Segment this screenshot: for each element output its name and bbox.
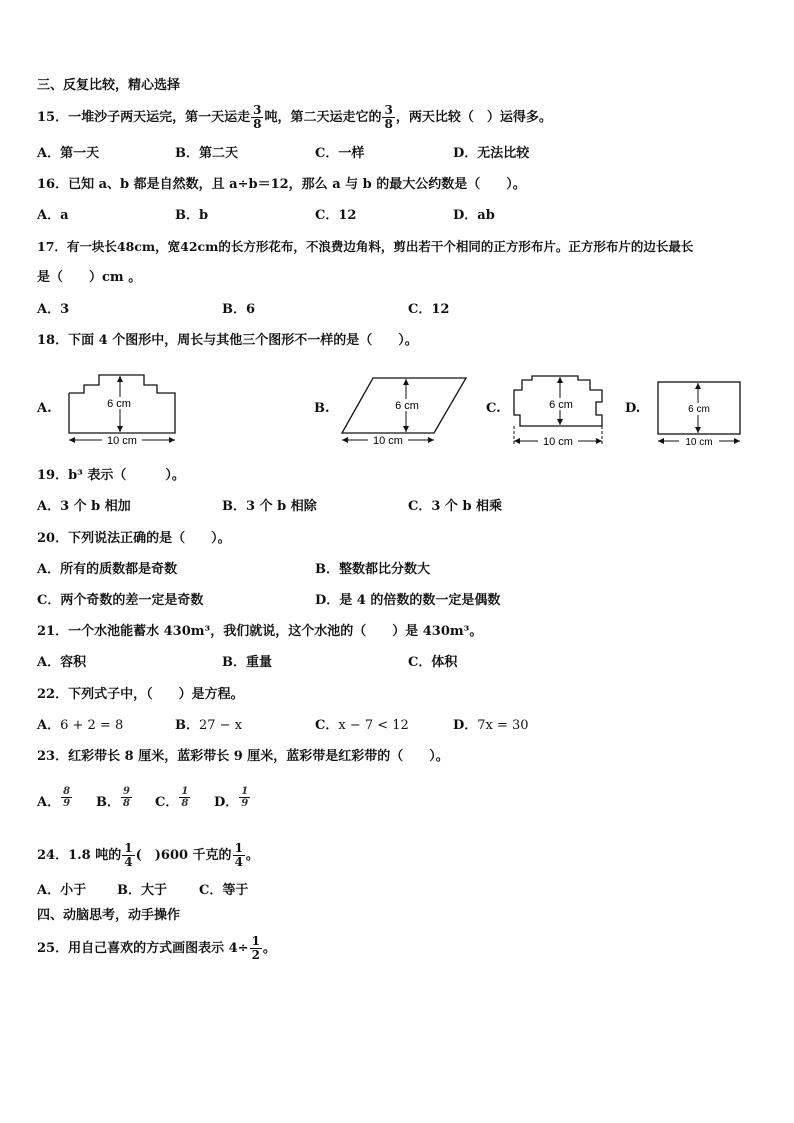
question-21: 21．一个水池能蓄水 430m³，我们就说，这个水池的（ ）是 430m³。 — [37, 624, 483, 639]
fraction: $\frac{1}{2}$ — [251, 934, 260, 962]
question-20: 20．下列说法正确的是（ ）。 — [37, 531, 231, 546]
question-25: 25．用自己喜欢的方式画图表示 4÷ $\frac{1}{2}$ 。 — [37, 934, 276, 962]
fraction: $\frac{1}{8}$ — [181, 786, 189, 809]
option-a[interactable]: A．a — [37, 208, 69, 223]
option-a[interactable]: A．3 个 b 相加 — [37, 499, 131, 514]
option-c[interactable]: C．12 — [408, 302, 450, 317]
height-label: 6 cm — [549, 399, 573, 411]
fraction: $\frac{3}{8}$ — [253, 103, 262, 131]
fraction: $\frac{9}{8}$ — [123, 786, 130, 809]
question-15: 15．一堆沙子两天运完，第一天运走 $\frac{3}{8}$ 吨，第二天运走它的 $\frac{3}{8}$ ，两天比较（ ）运得多。 — [37, 103, 552, 131]
expression: 27 − x — [199, 718, 243, 733]
option-b[interactable]: B． $\frac{9}{8}$ — [96, 786, 130, 810]
equation: 6 + 2 = 8 — [60, 718, 124, 733]
figure-a-stepped-shape — [62, 370, 182, 450]
question-23: 23．红彩带长 8 厘米，蓝彩带长 9 厘米，蓝彩带是红彩带的（ ）。 — [37, 749, 449, 764]
option-b[interactable]: B．3 个 b 相除 — [222, 499, 317, 514]
question-24: 24．1.8 吨的 $\frac{1}{4}$ ( )600 千克的 $\frac{1}{4}$ 。 — [37, 841, 259, 869]
option-b[interactable]: B．整数都比分数大 — [315, 562, 430, 577]
option-c[interactable]: C．体积 — [408, 655, 458, 670]
option-d[interactable]: D．7x = 30 — [453, 718, 529, 733]
question-17-line2: 是（ ）cm 。 — [37, 270, 142, 285]
option-a[interactable]: A．6 + 2 = 8 — [37, 718, 124, 733]
option-b[interactable]: B．第二天 — [175, 146, 238, 161]
option-c[interactable]: C．12 — [315, 208, 357, 223]
option-d[interactable]: D． $\frac{1}{9}$ — [214, 786, 249, 810]
option-a[interactable]: A．所有的质数都是奇数 — [37, 562, 178, 577]
question-18: 18．下面 4 个图形中，周长与其他三个图形不一样的是（ ）。 — [37, 333, 418, 348]
figure-b-parallelogram — [338, 370, 473, 450]
fraction: $\frac{8}{9}$ — [63, 786, 71, 809]
option-c[interactable]: C．两个奇数的差一定是奇数 — [37, 593, 204, 608]
section-title: 三、反复比较，精心选择 — [37, 78, 181, 93]
option-b[interactable]: B. — [314, 401, 330, 416]
option-c[interactable]: C．等于 — [199, 883, 249, 898]
option-a[interactable]: A． $\frac{8}{9}$ — [37, 786, 71, 810]
option-c[interactable]: C．3 个 b 相乘 — [408, 499, 503, 514]
option-a[interactable]: A．第一天 — [37, 146, 100, 161]
option-d[interactable]: D. — [625, 401, 641, 416]
option-c[interactable]: C． $\frac{1}{8}$ — [155, 786, 189, 810]
option-d[interactable]: D．ab — [453, 208, 495, 223]
option-b[interactable]: B．b — [175, 208, 209, 223]
option-b[interactable]: B．6 — [222, 302, 256, 317]
option-c[interactable]: C．x − 7 < 12 — [315, 718, 409, 733]
fraction: $\frac{1}{9}$ — [241, 786, 249, 809]
option-a[interactable]: A．3 — [37, 302, 70, 317]
equation: 7x = 30 — [477, 718, 529, 733]
width-label: 10 cm — [685, 437, 713, 448]
width-label: 10 cm — [543, 436, 573, 448]
figure-c-notched-shape — [506, 368, 611, 452]
option-b[interactable]: B．27 − x — [175, 718, 243, 733]
height-label: 6 cm — [688, 404, 710, 415]
option-d[interactable]: D．是 4 的倍数的数一定是偶数 — [315, 593, 501, 608]
inequality: x − 7 < 12 — [338, 718, 409, 733]
fraction: $\frac{1}{4}$ — [234, 841, 243, 869]
fraction: $\frac{3}{8}$ — [384, 103, 393, 131]
width-label: 10 cm — [107, 435, 137, 447]
height-label: 6 cm — [395, 400, 419, 412]
section-title: 四、动脑思考，动手操作 — [37, 908, 181, 923]
option-d[interactable]: D．无法比较 — [453, 146, 530, 161]
option-b[interactable]: B．重量 — [222, 655, 272, 670]
option-c[interactable]: C. — [486, 401, 501, 416]
question-19: 19．b³ 表示（ ）。 — [37, 468, 185, 483]
fraction: $\frac{1}{4}$ — [124, 841, 133, 869]
option-a[interactable]: A．小于 — [37, 883, 87, 898]
width-label: 10 cm — [373, 435, 403, 447]
option-b[interactable]: B．大于 — [117, 883, 167, 898]
question-16: 16．已知 a、b 都是自然数，且 a÷b＝12，那么 a 与 b 的最大公约数是（ ）。 — [37, 177, 526, 192]
height-label: 6 cm — [107, 398, 131, 410]
option-c[interactable]: C．一样 — [315, 146, 365, 161]
option-a[interactable]: A．容积 — [37, 655, 87, 670]
option-a[interactable]: A. — [37, 401, 52, 416]
question-17-line1: 17．有一块长48cm，宽42cm的长方形花布，不浪费边角料，剪出若干个相同的正方形布片。正方形布片的边长最长 — [37, 239, 694, 254]
figure-d-rectangle — [650, 372, 750, 452]
question-22: 22．下列式子中，（ ）是方程。 — [37, 687, 244, 702]
